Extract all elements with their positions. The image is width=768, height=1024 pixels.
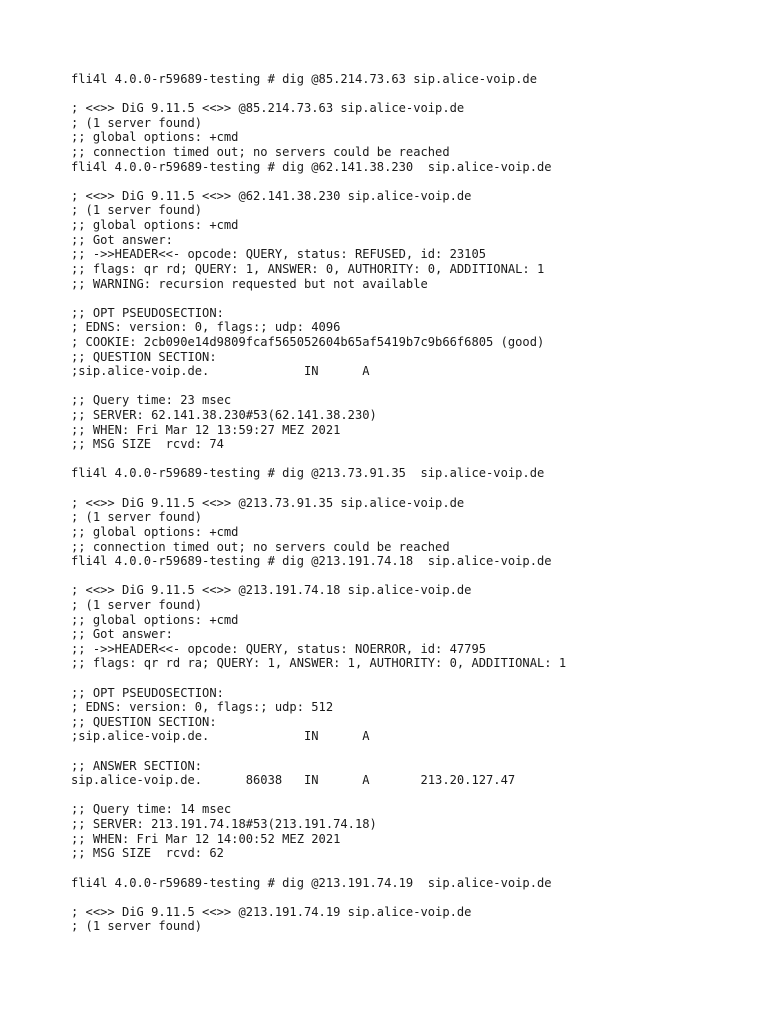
output-line: ; EDNS: version: 0, flags:; udp: 512 bbox=[71, 700, 334, 715]
output-line bbox=[71, 788, 761, 803]
output-line: ; <<>> DiG 9.11.5 <<>> @85.214.73.63 sip.alice-voip.de bbox=[71, 101, 465, 116]
output-line: ;; global options: +cmd bbox=[71, 130, 239, 145]
terminal-output bbox=[71, 72, 761, 934]
output-line: ;; Query time: 23 msec bbox=[71, 393, 232, 408]
output-line: ;; flags: qr rd; QUERY: 1, ANSWER: 0, AUTHORITY: 0, ADDITIONAL: 1 bbox=[71, 261, 545, 276]
output-line: ; (1 server found) bbox=[71, 115, 203, 130]
output-line bbox=[71, 671, 761, 686]
output-line: sip.alice-voip.de. 86038 IN A 213.20.127.47 bbox=[71, 773, 516, 788]
output-line: ;; Query time: 14 msec bbox=[71, 802, 232, 817]
output-line bbox=[71, 744, 761, 759]
output-line: ;; QUESTION SECTION: bbox=[71, 714, 217, 729]
output-line bbox=[71, 291, 761, 306]
output-line: ; (1 server found) bbox=[71, 510, 203, 525]
output-line bbox=[71, 569, 761, 584]
output-line: ; (1 server found) bbox=[71, 203, 203, 218]
output-line: fli4l 4.0.0-r59689-testing # dig @213.73.91.35 sip.alice-voip.de bbox=[71, 466, 545, 481]
output-line bbox=[71, 379, 761, 394]
output-line: ;sip.alice-voip.de. IN A bbox=[71, 364, 370, 379]
output-line: ;; global options: +cmd bbox=[71, 524, 239, 539]
output-line: ;; global options: +cmd bbox=[71, 218, 239, 233]
output-line: ;; OPT PSEUDOSECTION: bbox=[71, 685, 224, 700]
output-line: fli4l 4.0.0-r59689-testing # dig @213.191.74.18 sip.alice-voip.de bbox=[71, 554, 552, 569]
output-line: ; (1 server found) bbox=[71, 919, 203, 934]
output-line: ;; flags: qr rd ra; QUERY: 1, ANSWER: 1, AUTHORITY: 0, ADDITIONAL: 1 bbox=[71, 656, 567, 671]
output-line: ; <<>> DiG 9.11.5 <<>> @213.191.74.19 sip.alice-voip.de bbox=[71, 904, 472, 919]
output-line: ; <<>> DiG 9.11.5 <<>> @213.191.74.18 sip.alice-voip.de bbox=[71, 583, 472, 598]
output-line bbox=[71, 452, 761, 467]
output-line: ;; SERVER: 213.191.74.18#53(213.191.74.18) bbox=[71, 817, 377, 832]
output-line: ; <<>> DiG 9.11.5 <<>> @213.73.91.35 sip.alice-voip.de bbox=[71, 495, 465, 510]
output-line: ;; global options: +cmd bbox=[71, 612, 239, 627]
output-line bbox=[71, 87, 761, 102]
output-line: fli4l 4.0.0-r59689-testing # dig @213.191.74.19 sip.alice-voip.de bbox=[71, 875, 552, 890]
output-line: ;; ANSWER SECTION: bbox=[71, 758, 203, 773]
output-line: fli4l 4.0.0-r59689-testing # dig @85.214.73.63 sip.alice-voip.de bbox=[71, 72, 537, 86]
output-line: ;; WHEN: Fri Mar 12 13:59:27 MEZ 2021 bbox=[71, 422, 341, 437]
output-line: ;; OPT PSEUDOSECTION: bbox=[71, 305, 224, 320]
output-line bbox=[71, 861, 761, 876]
output-line: ;; QUESTION SECTION: bbox=[71, 349, 217, 364]
output-line bbox=[71, 481, 761, 496]
output-line: ;; WHEN: Fri Mar 12 14:00:52 MEZ 2021 bbox=[71, 831, 341, 846]
output-line: ;; MSG SIZE rcvd: 62 bbox=[71, 846, 224, 861]
output-line: ;sip.alice-voip.de. IN A bbox=[71, 729, 370, 744]
output-line: ; EDNS: version: 0, flags:; udp: 4096 bbox=[71, 320, 341, 335]
output-line: ;; connection timed out; no servers could be reached bbox=[71, 145, 450, 160]
output-line: ; (1 server found) bbox=[71, 597, 203, 612]
output-line: ;; SERVER: 62.141.38.230#53(62.141.38.230) bbox=[71, 408, 377, 423]
output-line: fli4l 4.0.0-r59689-testing # dig @62.141.38.230 sip.alice-voip.de bbox=[71, 159, 552, 174]
output-line: ;; ->>HEADER<<- opcode: QUERY, status: NOERROR, id: 47795 bbox=[71, 641, 487, 656]
output-line bbox=[71, 890, 761, 905]
output-line: ; COOKIE: 2cb090e14d9809fcaf565052604b65af5419b7c9b66f6805 (good) bbox=[71, 334, 545, 349]
output-line: ;; MSG SIZE rcvd: 74 bbox=[71, 437, 224, 452]
output-line: ;; Got answer: bbox=[71, 627, 173, 642]
output-line: ;; ->>HEADER<<- opcode: QUERY, status: REFUSED, id: 23105 bbox=[71, 247, 487, 262]
output-line: ;; WARNING: recursion requested but not available bbox=[71, 276, 428, 291]
output-line: ;; connection timed out; no servers could be reached bbox=[71, 539, 450, 554]
output-line: ;; Got answer: bbox=[71, 232, 173, 247]
output-line: ; <<>> DiG 9.11.5 <<>> @62.141.38.230 sip.alice-voip.de bbox=[71, 188, 472, 203]
output-line bbox=[71, 174, 761, 189]
